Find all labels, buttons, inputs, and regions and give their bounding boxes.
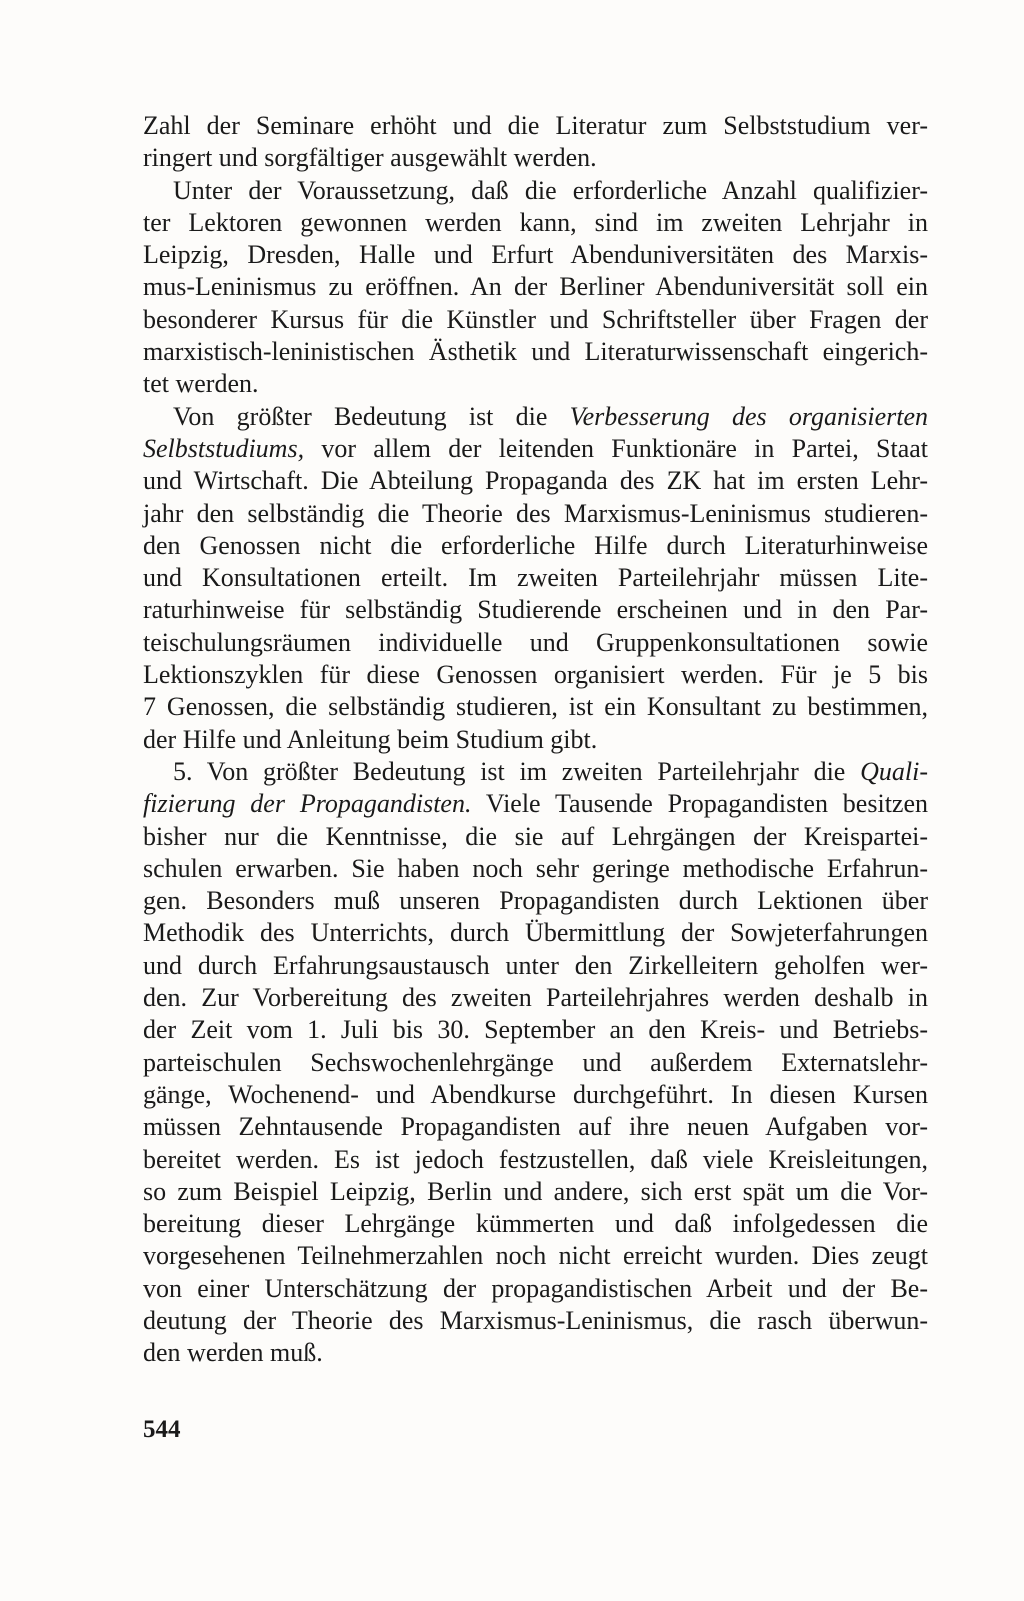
body-text: [143, 110, 928, 1370]
page-number: 544: [143, 1416, 181, 1443]
text-segment: gänge, Wochenend- und Abendkurse durchgeführt. In diesen Kursen: [143, 1079, 928, 1109]
text-line: [143, 110, 928, 142]
text-segment: deutung der Theorie des Marxismus-Leninismus, die rasch überwun-: [143, 1305, 928, 1335]
text-segment: vor allem der leitenden Funktionäre in Partei, Staat: [304, 433, 928, 463]
text-segment: den. Zur Vorbereitung des zweiten Parteilehrjahres werden deshalb in: [143, 983, 928, 1013]
text-line: [143, 1014, 928, 1046]
text-line: [143, 627, 928, 659]
text-segment: von einer Unterschätzung der propagandistischen Arbeit und der Be-: [143, 1273, 928, 1303]
text-segment: marxistisch-leninistischen Ästhetik und Literaturwissenschaft eingerich-: [143, 337, 928, 367]
text-segment: 5. Von größter Bedeutung ist im zweiten Parteilehrjahr die: [173, 756, 861, 786]
text-segment: bereitung dieser Lehrgänge kümmerten und daß infolgedessen die: [143, 1209, 928, 1239]
text-segment: und Wirtschaft. Die Abteilung Propaganda des ZK hat im ersten Lehr-: [143, 466, 928, 496]
text-segment: parteischulen Sechswochenlehrgänge und außerdem Externatslehr-: [143, 1047, 928, 1077]
text-segment: Methodik des Unterrichts, durch Übermittlung der Sowjeterfahrungen: [143, 918, 928, 948]
text-line: [143, 917, 928, 949]
text-line: [143, 498, 928, 530]
text-segment: so zum Beispiel Leipzig, Berlin und andere, sich erst spät um die Vor-: [143, 1176, 928, 1206]
text-segment: besonderer Kursus für die Künstler und Schriftsteller über Fragen der: [143, 304, 928, 334]
emphasized-text: Quali-: [860, 756, 928, 786]
text-line: [143, 530, 928, 562]
text-line: [143, 1176, 928, 1208]
text-segment: den werden muß.: [143, 1338, 323, 1368]
text-line: [143, 175, 928, 207]
text-line: [143, 821, 928, 853]
text-segment: schulen erwarben. Sie haben noch sehr geringe methodische Erfahrun-: [143, 853, 928, 883]
text-line: [143, 1240, 928, 1272]
text-line: [143, 368, 928, 400]
emphasized-text: fizierung der Propagandisten.: [143, 789, 472, 819]
text-line: [143, 724, 928, 756]
text-segment: den Genossen nicht die erforderliche Hilfe durch Literaturhinweise: [143, 530, 928, 560]
text-line: [143, 691, 928, 723]
text-line: [143, 433, 928, 465]
text-segment: Viele Tausende Propagandisten besitzen: [471, 789, 928, 819]
text-line: [143, 594, 928, 626]
text-line: [143, 401, 928, 433]
text-line: [143, 1111, 928, 1143]
text-segment: der Hilfe und Anleitung beim Studium gibt.: [143, 724, 598, 754]
text-segment: raturhinweise für selbständig Studierende erscheinen und in den Par-: [143, 595, 928, 625]
emphasized-text: Verbesserung des organisierten: [569, 401, 928, 431]
text-line: [143, 659, 928, 691]
text-line: [143, 1337, 928, 1369]
text-line: [143, 207, 928, 239]
text-segment: gen. Besonders muß unseren Propagandisten durch Lektionen über: [143, 886, 928, 916]
text-segment: tet werden.: [143, 369, 259, 399]
emphasized-text: Selbststudiums,: [143, 433, 305, 463]
text-segment: bisher nur die Kenntnisse, die sie auf Lehrgängen der Kreispartei-: [143, 821, 928, 851]
text-segment: Von größter Bedeutung ist die: [173, 401, 570, 431]
text-line: [143, 1208, 928, 1240]
text-segment: und Konsultationen erteilt. Im zweiten Parteilehrjahr müssen Lite-: [143, 563, 928, 593]
text-segment: und durch Erfahrungsaustausch unter den Zirkelleitern geholfen wer-: [143, 950, 928, 980]
text-segment: Unter der Voraussetzung, daß die erforderliche Anzahl qualifizier-: [173, 175, 928, 205]
text-line: [143, 271, 928, 303]
text-line: [143, 756, 928, 788]
text-line: [143, 1273, 928, 1305]
text-segment: Zahl der Seminare erhöht und die Literatur zum Selbststudium ver-: [143, 111, 928, 140]
text-line: [143, 1079, 928, 1111]
text-line: [143, 1144, 928, 1176]
text-segment: müssen Zehntausende Propagandisten auf ihre neuen Aufgaben vor-: [143, 1112, 928, 1142]
text-segment: vorgesehenen Teilnehmerzahlen noch nicht erreicht wurden. Dies zeugt: [143, 1241, 928, 1271]
text-segment: mus-Leninismus zu eröffnen. An der Berliner Abenduniversität soll ein: [143, 272, 928, 302]
text-line: [143, 336, 928, 368]
text-segment: der Zeit vom 1. Juli bis 30. September an den Kreis- und Betriebs-: [143, 1015, 928, 1045]
text-segment: ter Lektoren gewonnen werden kann, sind im zweiten Lehrjahr in: [143, 207, 928, 237]
text-line: [143, 885, 928, 917]
text-segment: teischulungsräumen individuelle und Gruppenkonsultationen sowie: [143, 627, 928, 657]
text-line: [143, 1305, 928, 1337]
text-line: [143, 788, 928, 820]
text-line: [143, 142, 928, 174]
text-line: [143, 465, 928, 497]
text-segment: 7 Genossen, die selbständig studieren, ist ein Konsultant zu bestimmen,: [143, 692, 928, 722]
text-segment: jahr den selbständig die Theorie des Marxismus-Leninismus studieren-: [143, 498, 928, 528]
text-line: [143, 1047, 928, 1079]
text-segment: Leipzig, Dresden, Halle und Erfurt Abenduniversitäten des Marxis-: [143, 240, 928, 270]
text-line: [143, 562, 928, 594]
text-line: [143, 239, 928, 271]
text-line: [143, 950, 928, 982]
text-segment: ringert und sorgfältiger ausgewählt werden.: [143, 143, 597, 173]
text-segment: Lektionszyklen für diese Genossen organisiert werden. Für je 5 bis: [143, 660, 928, 690]
text-line: [143, 304, 928, 336]
text-segment: bereitet werden. Es ist jedoch festzustellen, daß viele Kreisleitungen,: [143, 1144, 928, 1174]
text-line: [143, 982, 928, 1014]
text-line: [143, 853, 928, 885]
